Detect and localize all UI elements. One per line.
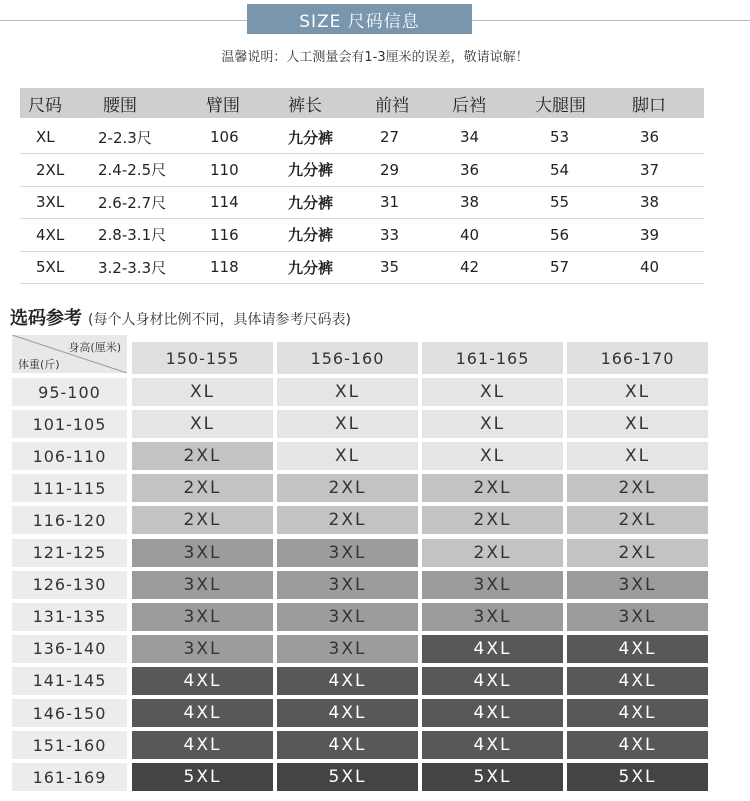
size-header-cell: 大腿围 (535, 95, 586, 116)
weight-row-label: 151-160 (12, 731, 127, 759)
size-header-cell: 脚口 (632, 95, 666, 116)
size-table-cell: XL (36, 128, 55, 146)
size-table-cell: 42 (460, 258, 480, 276)
size-recommendation-cell: 2XL (277, 506, 418, 534)
size-recommendation-cell: 2XL (567, 474, 708, 502)
measurement-note: 温馨说明：人工测量会有1-3厘米的误差，敬请谅解！ (221, 50, 529, 65)
size-table-cell: 54 (550, 160, 570, 179)
size-table-cell: 39 (640, 225, 660, 244)
size-table-cell: 29 (380, 160, 400, 179)
size-table-cell: 九分裤 (288, 193, 334, 212)
size-recommendation-cell: 2XL (132, 506, 273, 534)
size-table-row (20, 121, 704, 154)
size-recommendation-cell: 4XL (567, 667, 708, 695)
size-recommendation-cell: XL (567, 442, 708, 470)
size-recommendation-cell: 5XL (132, 763, 273, 791)
size-table-cell: 40 (460, 225, 480, 244)
size-table-cell: 3XL (36, 193, 65, 211)
size-table-cell: 4XL (36, 225, 65, 244)
size-table-cell: 38 (640, 193, 660, 211)
weight-row-label: 141-145 (12, 667, 127, 695)
size-table-cell: 106 (210, 128, 239, 146)
size-table-row (20, 186, 704, 219)
size-recommendation-cell: 4XL (422, 731, 563, 759)
size-recommendation-cell: 3XL (132, 635, 273, 663)
size-table-cell: 55 (550, 193, 570, 211)
size-recommendation-cell: 3XL (422, 571, 563, 599)
size-recommendation-cell: 3XL (277, 539, 418, 567)
corner-height-label: 身高(厘米) (68, 341, 121, 354)
size-table-cell: 2XL (36, 160, 65, 179)
size-recommendation-cell: 3XL (132, 539, 273, 567)
size-recommendation-cell: XL (132, 410, 273, 438)
header-rule-left (0, 20, 247, 21)
size-recommendation-cell: 4XL (567, 635, 708, 663)
size-table-cell: 3.2-3.3尺 (98, 258, 167, 277)
page-title: SIZE 尺码信息 (247, 4, 472, 34)
size-header-cell: 尺码 (28, 95, 62, 116)
size-table-cell: 2.6-2.7尺 (98, 193, 167, 212)
weight-row-label: 95-100 (12, 378, 127, 406)
weight-row-label: 111-115 (12, 474, 127, 502)
height-column-header: 156-160 (277, 342, 418, 374)
size-recommendation-cell: 5XL (567, 763, 708, 791)
weight-row-label: 101-105 (12, 410, 127, 438)
size-recommendation-cell: XL (277, 378, 418, 406)
size-table-cell: 31 (380, 193, 400, 211)
size-recommendation-cell: 3XL (132, 603, 273, 631)
size-header-cell: 前裆 (375, 95, 409, 116)
size-recommendation-cell: XL (422, 410, 563, 438)
size-recommendation-cell: XL (422, 378, 563, 406)
size-recommendation-cell: 4XL (277, 699, 418, 727)
size-recommendation-cell: XL (277, 442, 418, 470)
size-table-cell: 38 (460, 193, 480, 211)
size-table-header (20, 88, 704, 118)
size-table-cell: 37 (640, 160, 660, 179)
size-table-cell: 九分裤 (288, 128, 334, 147)
size-recommendation-cell: 2XL (567, 539, 708, 567)
size-recommendation-cell: XL (567, 378, 708, 406)
size-recommendation-cell: 2XL (422, 539, 563, 567)
size-table-cell: 2-2.3尺 (98, 128, 152, 147)
size-table-cell: 33 (380, 225, 400, 244)
size-table-cell: 九分裤 (288, 161, 334, 179)
size-recommendation-cell: 4XL (422, 667, 563, 695)
weight-row-label: 106-110 (12, 442, 127, 470)
guide-title (10, 304, 351, 330)
size-table-cell: 27 (380, 128, 400, 146)
header-rule-right (472, 20, 750, 21)
size-recommendation-cell: 4XL (277, 731, 418, 759)
size-table-cell: 九分裤 (288, 258, 334, 277)
size-table-cell: 116 (210, 225, 239, 244)
size-recommendation-cell: XL (422, 442, 563, 470)
weight-row-label: 121-125 (12, 539, 127, 567)
height-column-header: 150-155 (132, 342, 273, 374)
size-table-cell: 57 (550, 258, 570, 276)
size-table-row (20, 154, 704, 187)
height-column-header: 166-170 (567, 342, 708, 374)
height-column-header: 161-165 (422, 342, 563, 374)
size-table-cell: 35 (380, 258, 400, 276)
size-header-cell: 臂围 (206, 95, 240, 116)
size-header-cell: 后裆 (452, 95, 486, 116)
size-table-row (20, 251, 704, 284)
size-recommendation-cell: 3XL (277, 635, 418, 663)
size-table-cell: 114 (210, 193, 239, 211)
size-table-cell: 九分裤 (288, 226, 334, 244)
size-recommendation-cell: XL (132, 378, 273, 406)
size-recommendation-cell: 3XL (567, 571, 708, 599)
size-recommendation-cell: 4XL (567, 699, 708, 727)
size-recommendation-cell: 3XL (422, 603, 563, 631)
size-recommendation-cell: 2XL (422, 474, 563, 502)
size-table-cell: 2.8-3.1尺 (98, 226, 167, 244)
weight-row-label: 126-130 (12, 571, 127, 599)
size-recommendation-cell: 4XL (277, 667, 418, 695)
size-table-cell: 40 (640, 258, 660, 276)
size-recommendation-cell: 2XL (132, 442, 273, 470)
size-table-cell: 53 (550, 128, 570, 146)
size-recommendation-cell: 4XL (422, 635, 563, 663)
size-recommendation-cell: 4XL (132, 699, 273, 727)
size-recommendation-cell: 3XL (567, 603, 708, 631)
corner-weight-label: 体重(斤) (18, 358, 60, 371)
size-table-cell: 5XL (36, 258, 65, 276)
size-recommendation-cell: 4XL (132, 667, 273, 695)
size-table-cell: 36 (640, 128, 660, 146)
size-recommendation-cell: 4XL (422, 699, 563, 727)
size-table-cell: 110 (210, 160, 239, 179)
size-table-cell: 118 (210, 258, 239, 276)
weight-row-label: 131-135 (12, 603, 127, 631)
size-recommendation-cell: XL (567, 410, 708, 438)
size-recommendation-cell: 3XL (132, 571, 273, 599)
size-recommendation-cell: 5XL (277, 763, 418, 791)
size-table-cell: 34 (460, 128, 480, 146)
weight-row-label: 136-140 (12, 635, 127, 663)
size-recommendation-cell: 4XL (132, 731, 273, 759)
size-table-row (20, 219, 704, 252)
size-recommendation-cell: 5XL (422, 763, 563, 791)
size-table-cell: 36 (460, 160, 480, 179)
size-recommendation-cell: 3XL (277, 571, 418, 599)
size-table-cell: 56 (550, 225, 570, 244)
size-recommendation-cell: 2XL (422, 506, 563, 534)
size-recommendation-cell: 4XL (567, 731, 708, 759)
size-table-cell: 2.4-2.5尺 (98, 161, 167, 179)
size-header-cell: 裤长 (288, 95, 322, 116)
size-recommendation-cell: 2XL (567, 506, 708, 534)
guide-title-text: 选码参考 (10, 308, 82, 329)
weight-row-label: 116-120 (12, 506, 127, 534)
weight-row-label: 146-150 (12, 699, 127, 727)
size-recommendation-cell: 2XL (277, 474, 418, 502)
size-recommendation-cell: 3XL (277, 603, 418, 631)
guide-subtitle: (每个人身材比例不同，具体请参考尺码表) (88, 312, 351, 328)
guide-corner-header (12, 335, 127, 373)
size-header-cell: 腰围 (103, 95, 137, 116)
size-recommendation-cell: 2XL (132, 474, 273, 502)
weight-row-label: 161-169 (12, 763, 127, 791)
size-recommendation-cell: XL (277, 410, 418, 438)
